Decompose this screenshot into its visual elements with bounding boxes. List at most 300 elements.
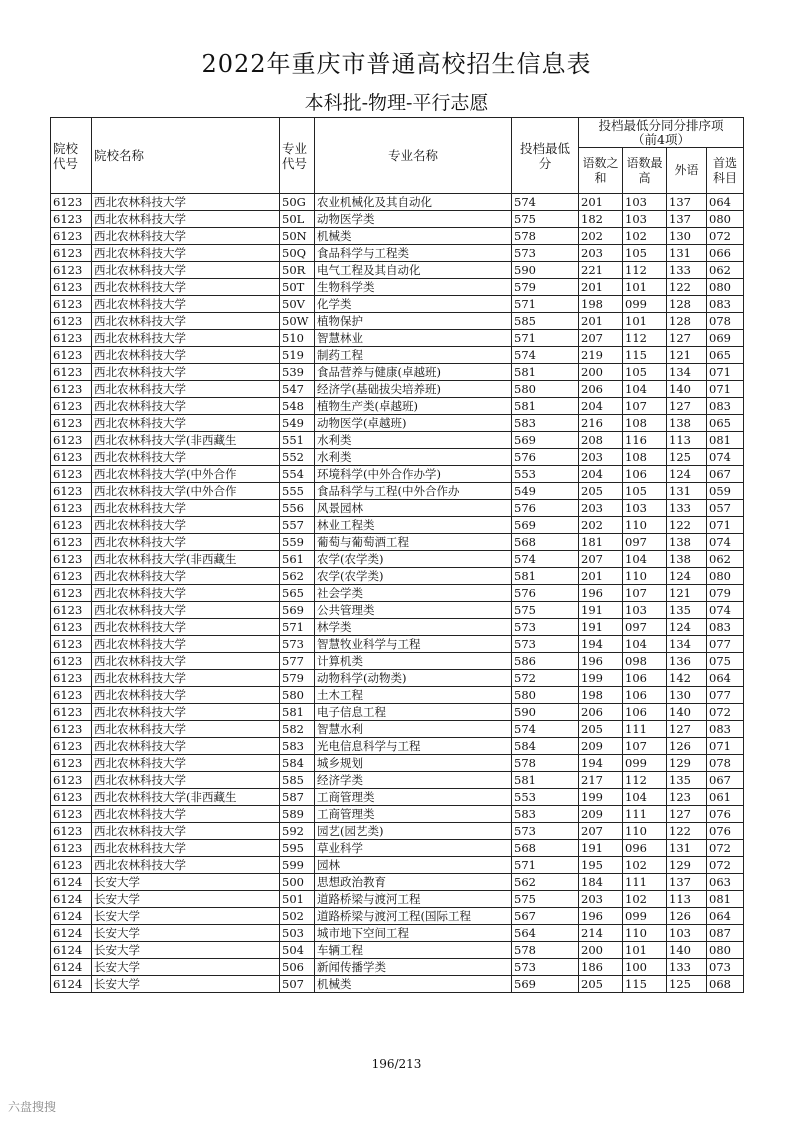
school-name-cell: 西北农林科技大学 [92, 262, 280, 279]
major-code-cell: 582 [280, 721, 315, 738]
major-code-cell: 595 [280, 840, 315, 857]
yushu-max-cell: 104 [623, 789, 667, 806]
min-score-cell: 573 [512, 619, 579, 636]
table-row [51, 755, 744, 772]
school-name-cell: 西北农林科技大学 [92, 245, 280, 262]
yushu-sum-cell: 191 [579, 619, 623, 636]
major-code-cell: 587 [280, 789, 315, 806]
yushu-sum-cell: 207 [579, 823, 623, 840]
yushu-max-cell: 116 [623, 432, 667, 449]
major-name-cell: 计算机类 [315, 653, 512, 670]
foreign-cell: 128 [667, 296, 707, 313]
school-code-cell: 6123 [51, 347, 92, 364]
school-code-cell: 6123 [51, 194, 92, 211]
school-name-cell: 西北农林科技大学 [92, 364, 280, 381]
foreign-cell: 127 [667, 721, 707, 738]
table-row [51, 976, 744, 993]
yushu-sum-cell: 184 [579, 874, 623, 891]
major-code-cell: 50T [280, 279, 315, 296]
school-name-cell: 西北农林科技大学 [92, 619, 280, 636]
yushu-max-cell: 102 [623, 891, 667, 908]
first-subject-cell: 087 [707, 925, 744, 942]
major-name-cell: 水利类 [315, 432, 512, 449]
yushu-sum-cell: 194 [579, 636, 623, 653]
min-score-cell: 581 [512, 568, 579, 585]
first-subject-cell: 064 [707, 194, 744, 211]
yushu-sum-cell: 196 [579, 585, 623, 602]
school-code-cell: 6123 [51, 551, 92, 568]
school-code-cell: 6123 [51, 738, 92, 755]
table-row [51, 330, 744, 347]
table-row [51, 670, 744, 687]
min-score-cell: 564 [512, 925, 579, 942]
major-name-cell: 动物医学类 [315, 211, 512, 228]
yushu-max-cell: 110 [623, 823, 667, 840]
table-row [51, 466, 744, 483]
school-name-cell: 西北农林科技大学(非西藏生 [92, 551, 280, 568]
school-code-cell: 6123 [51, 330, 92, 347]
table-row [51, 534, 744, 551]
major-name-cell: 植物保护 [315, 313, 512, 330]
major-name-cell: 食品科学与工程类 [315, 245, 512, 262]
major-code-cell: 50Q [280, 245, 315, 262]
major-code-cell: 556 [280, 500, 315, 517]
major-code-cell: 500 [280, 874, 315, 891]
foreign-cell: 131 [667, 483, 707, 500]
foreign-cell: 113 [667, 432, 707, 449]
table-row [51, 228, 744, 245]
yushu-sum-cell: 216 [579, 415, 623, 432]
table-row [51, 823, 744, 840]
school-code-cell: 6124 [51, 891, 92, 908]
yushu-max-cell: 112 [623, 772, 667, 789]
school-name-cell: 西北农林科技大学 [92, 823, 280, 840]
yushu-max-cell: 103 [623, 211, 667, 228]
header-major-name: 专业名称 [315, 118, 512, 194]
foreign-cell: 130 [667, 228, 707, 245]
school-name-cell: 西北农林科技大学 [92, 279, 280, 296]
yushu-max-cell: 111 [623, 806, 667, 823]
major-code-cell: 559 [280, 534, 315, 551]
yushu-sum-cell: 191 [579, 840, 623, 857]
major-name-cell: 车辆工程 [315, 942, 512, 959]
school-code-cell: 6123 [51, 653, 92, 670]
school-name-cell: 西北农林科技大学 [92, 347, 280, 364]
table-row [51, 296, 744, 313]
foreign-cell: 123 [667, 789, 707, 806]
school-name-cell: 西北农林科技大学 [92, 687, 280, 704]
min-score-cell: 567 [512, 908, 579, 925]
major-code-cell: 599 [280, 857, 315, 874]
admission-table [50, 117, 744, 993]
school-code-cell: 6123 [51, 806, 92, 823]
table-row [51, 211, 744, 228]
major-name-cell: 植物生产类(卓越班) [315, 398, 512, 415]
school-code-cell: 6123 [51, 483, 92, 500]
min-score-cell: 573 [512, 245, 579, 262]
school-code-cell: 6124 [51, 874, 92, 891]
min-score-cell: 581 [512, 398, 579, 415]
major-code-cell: 50R [280, 262, 315, 279]
min-score-cell: 569 [512, 517, 579, 534]
table-row [51, 908, 744, 925]
min-score-cell: 574 [512, 721, 579, 738]
first-subject-cell: 083 [707, 296, 744, 313]
first-subject-cell: 063 [707, 874, 744, 891]
table-row [51, 806, 744, 823]
min-score-cell: 578 [512, 228, 579, 245]
school-name-cell: 西北农林科技大学 [92, 534, 280, 551]
yushu-sum-cell: 205 [579, 483, 623, 500]
min-score-cell: 578 [512, 755, 579, 772]
foreign-cell: 128 [667, 313, 707, 330]
yushu-max-cell: 107 [623, 738, 667, 755]
foreign-cell: 137 [667, 194, 707, 211]
major-code-cell: 539 [280, 364, 315, 381]
yushu-max-cell: 105 [623, 364, 667, 381]
major-name-cell: 社会学类 [315, 585, 512, 602]
major-name-cell: 道路桥梁与渡河工程(国际工程 [315, 908, 512, 925]
yushu-sum-cell: 203 [579, 891, 623, 908]
school-code-cell: 6123 [51, 500, 92, 517]
min-score-cell: 583 [512, 415, 579, 432]
school-name-cell: 西北农林科技大学 [92, 755, 280, 772]
first-subject-cell: 068 [707, 976, 744, 993]
major-code-cell: 565 [280, 585, 315, 602]
school-name-cell: 西北农林科技大学 [92, 517, 280, 534]
first-subject-cell: 074 [707, 602, 744, 619]
yushu-max-cell: 108 [623, 449, 667, 466]
major-code-cell: 50V [280, 296, 315, 313]
yushu-max-cell: 101 [623, 942, 667, 959]
major-name-cell: 动物医学(卓越班) [315, 415, 512, 432]
page-number: 196/213 [371, 1057, 422, 1071]
school-code-cell: 6123 [51, 534, 92, 551]
min-score-cell: 571 [512, 857, 579, 874]
school-name-cell: 西北农林科技大学 [92, 194, 280, 211]
major-name-cell: 城市地下空间工程 [315, 925, 512, 942]
major-code-cell: 502 [280, 908, 315, 925]
foreign-cell: 134 [667, 636, 707, 653]
foreign-cell: 140 [667, 942, 707, 959]
major-name-cell: 工商管理类 [315, 806, 512, 823]
school-name-cell: 西北农林科技大学 [92, 381, 280, 398]
school-name-cell: 西北农林科技大学 [92, 398, 280, 415]
major-code-cell: 569 [280, 602, 315, 619]
school-code-cell: 6123 [51, 449, 92, 466]
yushu-sum-cell: 201 [579, 313, 623, 330]
foreign-cell: 125 [667, 449, 707, 466]
yushu-max-cell: 104 [623, 636, 667, 653]
min-score-cell: 590 [512, 704, 579, 721]
yushu-sum-cell: 181 [579, 534, 623, 551]
first-subject-cell: 076 [707, 823, 744, 840]
first-subject-cell: 059 [707, 483, 744, 500]
major-code-cell: 50L [280, 211, 315, 228]
school-name-cell: 西北农林科技大学 [92, 653, 280, 670]
major-code-cell: 50W [280, 313, 315, 330]
min-score-cell: 574 [512, 551, 579, 568]
major-code-cell: 506 [280, 959, 315, 976]
major-name-cell: 草业科学 [315, 840, 512, 857]
major-code-cell: 557 [280, 517, 315, 534]
major-name-cell: 智慧水利 [315, 721, 512, 738]
min-score-cell: 579 [512, 279, 579, 296]
school-name-cell: 西北农林科技大学 [92, 211, 280, 228]
major-name-cell: 园林 [315, 857, 512, 874]
school-code-cell: 6123 [51, 228, 92, 245]
min-score-cell: 576 [512, 585, 579, 602]
foreign-cell: 133 [667, 959, 707, 976]
yushu-max-cell: 103 [623, 602, 667, 619]
min-score-cell: 581 [512, 772, 579, 789]
major-code-cell: 585 [280, 772, 315, 789]
major-code-cell: 507 [280, 976, 315, 993]
yushu-max-cell: 110 [623, 925, 667, 942]
table-row [51, 415, 744, 432]
school-code-cell: 6123 [51, 772, 92, 789]
major-name-cell: 食品营养与健康(卓越班) [315, 364, 512, 381]
first-subject-cell: 081 [707, 891, 744, 908]
table-body [51, 194, 744, 993]
table-row [51, 483, 744, 500]
school-code-cell: 6123 [51, 721, 92, 738]
foreign-cell: 121 [667, 585, 707, 602]
yushu-max-cell: 106 [623, 466, 667, 483]
header-school-code: 院校代号 [51, 118, 92, 194]
school-name-cell: 长安大学 [92, 874, 280, 891]
major-name-cell: 公共管理类 [315, 602, 512, 619]
major-code-cell: 50N [280, 228, 315, 245]
school-name-cell: 西北农林科技大学 [92, 772, 280, 789]
school-name-cell: 长安大学 [92, 942, 280, 959]
first-subject-cell: 064 [707, 670, 744, 687]
school-code-cell: 6123 [51, 619, 92, 636]
foreign-cell: 122 [667, 517, 707, 534]
table-row [51, 313, 744, 330]
school-name-cell: 西北农林科技大学 [92, 636, 280, 653]
yushu-max-cell: 115 [623, 347, 667, 364]
yushu-max-cell: 106 [623, 704, 667, 721]
school-name-cell: 西北农林科技大学 [92, 500, 280, 517]
school-name-cell: 西北农林科技大学 [92, 602, 280, 619]
major-code-cell: 577 [280, 653, 315, 670]
foreign-cell: 126 [667, 738, 707, 755]
foreign-cell: 124 [667, 619, 707, 636]
school-code-cell: 6123 [51, 568, 92, 585]
yushu-sum-cell: 206 [579, 381, 623, 398]
foreign-cell: 129 [667, 755, 707, 772]
school-name-cell: 西北农林科技大学 [92, 840, 280, 857]
table-row [51, 772, 744, 789]
foreign-cell: 134 [667, 364, 707, 381]
school-code-cell: 6123 [51, 636, 92, 653]
school-code-cell: 6124 [51, 942, 92, 959]
foreign-cell: 127 [667, 330, 707, 347]
foreign-cell: 138 [667, 534, 707, 551]
yushu-sum-cell: 199 [579, 670, 623, 687]
first-subject-cell: 072 [707, 857, 744, 874]
school-name-cell: 西北农林科技大学 [92, 330, 280, 347]
school-name-cell: 西北农林科技大学 [92, 296, 280, 313]
yushu-max-cell: 110 [623, 568, 667, 585]
foreign-cell: 113 [667, 891, 707, 908]
major-code-cell: 573 [280, 636, 315, 653]
school-code-cell: 6123 [51, 687, 92, 704]
major-code-cell: 589 [280, 806, 315, 823]
school-code-cell: 6124 [51, 908, 92, 925]
school-code-cell: 6123 [51, 398, 92, 415]
yushu-sum-cell: 203 [579, 449, 623, 466]
school-name-cell: 西北农林科技大学 [92, 738, 280, 755]
major-name-cell: 风景园林 [315, 500, 512, 517]
yushu-max-cell: 107 [623, 398, 667, 415]
foreign-cell: 124 [667, 466, 707, 483]
min-score-cell: 576 [512, 449, 579, 466]
foreign-cell: 103 [667, 925, 707, 942]
first-subject-cell: 072 [707, 228, 744, 245]
major-name-cell: 水利类 [315, 449, 512, 466]
first-subject-cell: 066 [707, 245, 744, 262]
first-subject-cell: 077 [707, 636, 744, 653]
table-row [51, 432, 744, 449]
foreign-cell: 126 [667, 908, 707, 925]
major-code-cell: 580 [280, 687, 315, 704]
major-name-cell: 环境科学(中外合作办学) [315, 466, 512, 483]
yushu-sum-cell: 195 [579, 857, 623, 874]
yushu-max-cell: 110 [623, 517, 667, 534]
major-name-cell: 工商管理类 [315, 789, 512, 806]
yushu-sum-cell: 214 [579, 925, 623, 942]
school-code-cell: 6123 [51, 279, 92, 296]
first-subject-cell: 073 [707, 959, 744, 976]
yushu-sum-cell: 207 [579, 551, 623, 568]
major-name-cell: 智慧牧业科学与工程 [315, 636, 512, 653]
min-score-cell: 590 [512, 262, 579, 279]
major-code-cell: 579 [280, 670, 315, 687]
first-subject-cell: 083 [707, 398, 744, 415]
major-name-cell: 农学(农学类) [315, 551, 512, 568]
table-row [51, 585, 744, 602]
major-name-cell: 林学类 [315, 619, 512, 636]
min-score-cell: 581 [512, 364, 579, 381]
min-score-cell: 573 [512, 636, 579, 653]
foreign-cell: 135 [667, 772, 707, 789]
table-row [51, 874, 744, 891]
first-subject-cell: 076 [707, 806, 744, 823]
major-name-cell: 土木工程 [315, 687, 512, 704]
table-row [51, 687, 744, 704]
min-score-cell: 553 [512, 466, 579, 483]
yushu-max-cell: 099 [623, 908, 667, 925]
table-row [51, 738, 744, 755]
major-name-cell: 机械类 [315, 976, 512, 993]
foreign-cell: 142 [667, 670, 707, 687]
min-score-cell: 585 [512, 313, 579, 330]
yushu-sum-cell: 221 [579, 262, 623, 279]
major-code-cell: 551 [280, 432, 315, 449]
major-name-cell: 制药工程 [315, 347, 512, 364]
school-code-cell: 6123 [51, 364, 92, 381]
first-subject-cell: 080 [707, 568, 744, 585]
yushu-sum-cell: 204 [579, 398, 623, 415]
header-tie-group-label: 投档最低分同分排序项 [598, 117, 724, 133]
yushu-max-cell: 112 [623, 330, 667, 347]
foreign-cell: 133 [667, 500, 707, 517]
yushu-max-cell: 105 [623, 245, 667, 262]
foreign-cell: 130 [667, 687, 707, 704]
school-code-cell: 6123 [51, 296, 92, 313]
major-code-cell: 503 [280, 925, 315, 942]
table-row [51, 517, 744, 534]
yushu-sum-cell: 208 [579, 432, 623, 449]
first-subject-cell: 078 [707, 755, 744, 772]
min-score-cell: 586 [512, 653, 579, 670]
yushu-sum-cell: 198 [579, 687, 623, 704]
major-code-cell: 519 [280, 347, 315, 364]
table-row [51, 279, 744, 296]
major-code-cell: 548 [280, 398, 315, 415]
header-yushu-sum: 语数之和 [579, 148, 623, 194]
foreign-cell: 137 [667, 874, 707, 891]
watermark-logo: 六盘搜搜 [8, 1100, 57, 1114]
major-name-cell: 生物科学类 [315, 279, 512, 296]
header-yushu-max: 语数最高 [623, 148, 667, 194]
table-row [51, 568, 744, 585]
foreign-cell: 127 [667, 806, 707, 823]
min-score-cell: 553 [512, 789, 579, 806]
major-name-cell: 新闻传播学类 [315, 959, 512, 976]
first-subject-cell: 071 [707, 738, 744, 755]
table-row [51, 891, 744, 908]
first-subject-cell: 077 [707, 687, 744, 704]
yushu-max-cell: 104 [623, 551, 667, 568]
yushu-max-cell: 115 [623, 976, 667, 993]
major-code-cell: 581 [280, 704, 315, 721]
foreign-cell: 131 [667, 840, 707, 857]
min-score-cell: 574 [512, 347, 579, 364]
table-row [51, 721, 744, 738]
school-name-cell: 西北农林科技大学 [92, 704, 280, 721]
school-name-cell: 西北农林科技大学(非西藏生 [92, 432, 280, 449]
table-row [51, 925, 744, 942]
first-subject-cell: 083 [707, 619, 744, 636]
school-code-cell: 6123 [51, 415, 92, 432]
first-subject-cell: 061 [707, 789, 744, 806]
first-subject-cell: 074 [707, 534, 744, 551]
min-score-cell: 573 [512, 959, 579, 976]
yushu-sum-cell: 191 [579, 602, 623, 619]
school-code-cell: 6124 [51, 976, 92, 993]
yushu-max-cell: 106 [623, 670, 667, 687]
first-subject-cell: 067 [707, 466, 744, 483]
school-name-cell: 长安大学 [92, 925, 280, 942]
min-score-cell: 575 [512, 891, 579, 908]
yushu-max-cell: 111 [623, 874, 667, 891]
major-code-cell: 504 [280, 942, 315, 959]
yushu-sum-cell: 219 [579, 347, 623, 364]
school-name-cell: 西北农林科技大学 [92, 313, 280, 330]
school-code-cell: 6123 [51, 381, 92, 398]
foreign-cell: 127 [667, 398, 707, 415]
first-subject-cell: 080 [707, 279, 744, 296]
first-subject-cell: 064 [707, 908, 744, 925]
major-name-cell: 农业机械化及其自动化 [315, 194, 512, 211]
major-code-cell: 501 [280, 891, 315, 908]
table-row [51, 704, 744, 721]
yushu-sum-cell: 204 [579, 466, 623, 483]
school-code-cell: 6123 [51, 840, 92, 857]
